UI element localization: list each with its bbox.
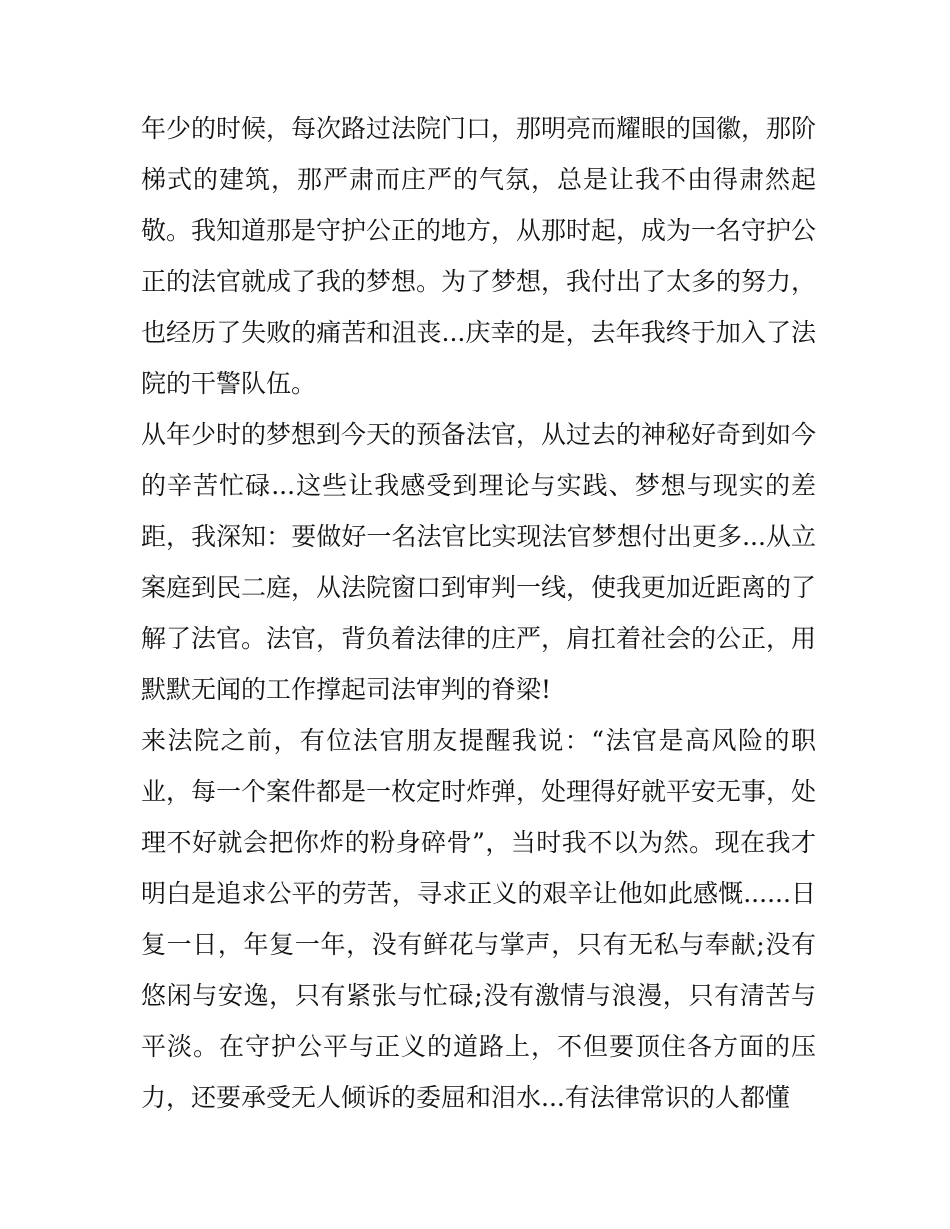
document-body	[141, 103, 816, 1123]
paragraph-2: 从年少时的梦想到今天的预备法官，从过去的神秘好奇到如今的辛苦忙碌...这些让我感受到理论与实践、梦想与现实的差距，我深知：要做好一名法官比实现法官梦想付出更多...从立案庭到民二庭，从法院窗口到审判一线，使我更加近距离的了解了法官。法官，背负着法律的庄严，肩扛着社会的公正，用默默无闻的工作撑起司法审判的脊梁!	[141, 420, 817, 704]
paragraph-3: 来法院之前，有位法官朋友提醒我说：“法官是高风险的职业，每一个案件都是一枚定时炸弹，处理得好就平安无事，处理不好就会把你炸的粉身碎骨”，当时我不以为然。现在我才明白是追求公平的劳苦，寻求正义的艰辛让他如此感慨......日复一日，年复一年，没有鲜花与掌声，只有无私与奉献;没有悠闲与安逸，只有紧张与忙碌;没有激情与浪漫，只有清苦与平淡。在守护公平与正义的道路上，不但要顶住各方面的压力，还要承受无人倾诉的委屈和泪水...有法律常识的人都懂	[141, 726, 817, 1112]
paragraph-1: 年少的时候，每次路过法院门口，那明亮而耀眼的国徽，那阶梯式的建筑，那严肃而庄严的气氛，总是让我不由得肃然起敬。我知道那是守护公正的地方，从那时起，成为一名守护公正的法官就成了我的梦想。为了梦想，我付出了太多的努力，也经历了失败的痛苦和沮丧...庆幸的是，去年我终于加入了法院的干警队伍。	[141, 114, 817, 398]
